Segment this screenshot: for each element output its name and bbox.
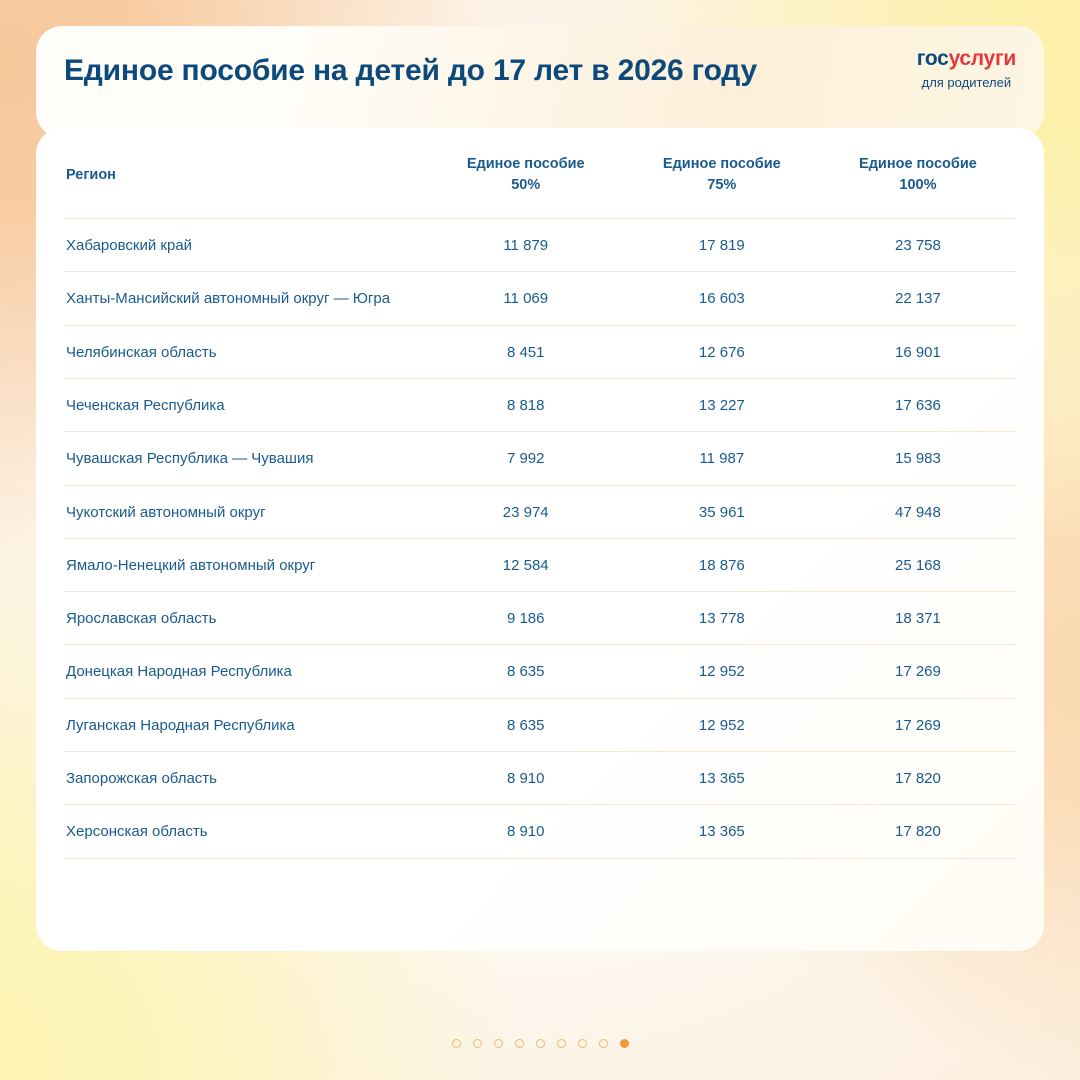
- table-body: [64, 219, 1016, 859]
- table-row: [64, 538, 1016, 591]
- cell-benefit-50: 8 635: [428, 645, 624, 698]
- pagination-dot[interactable]: [536, 1039, 545, 1048]
- column-header-benefit-50: [428, 128, 624, 219]
- benefits-table: [64, 128, 1016, 859]
- cell-benefit-50: 9 186: [428, 592, 624, 645]
- cell-region: Херсонская область: [64, 805, 428, 858]
- cell-region: Чеченская Республика: [64, 378, 428, 431]
- pagination-dots[interactable]: [0, 1039, 1080, 1048]
- cell-benefit-100: 17 820: [820, 752, 1016, 805]
- column-header-benefit-100: [820, 128, 1016, 219]
- cell-benefit-100: 22 137: [820, 272, 1016, 325]
- cell-benefit-75: 18 876: [624, 538, 820, 591]
- cell-region: Донецкая Народная Республика: [64, 645, 428, 698]
- cell-benefit-75: 13 227: [624, 378, 820, 431]
- table-row: [64, 592, 1016, 645]
- logo-subtitle: для родителей: [921, 75, 1012, 90]
- cell-benefit-100: 17 636: [820, 378, 1016, 431]
- cell-benefit-75: 12 676: [624, 325, 820, 378]
- cell-benefit-75: 35 961: [624, 485, 820, 538]
- cell-benefit-50: 8 818: [428, 378, 624, 431]
- table-row: [64, 485, 1016, 538]
- cell-benefit-50: 23 974: [428, 485, 624, 538]
- cell-region: Ярославская область: [64, 592, 428, 645]
- cell-region: Ямало-Ненецкий автономный округ: [64, 538, 428, 591]
- pagination-dot[interactable]: [515, 1039, 524, 1048]
- cell-benefit-75: 16 603: [624, 272, 820, 325]
- cell-benefit-75: 12 952: [624, 645, 820, 698]
- cell-benefit-75: 13 365: [624, 752, 820, 805]
- cell-benefit-100: 47 948: [820, 485, 1016, 538]
- pagination-dot[interactable]: [599, 1039, 608, 1048]
- cell-benefit-50: 8 910: [428, 805, 624, 858]
- cell-benefit-75: 13 778: [624, 592, 820, 645]
- table-row: [64, 272, 1016, 325]
- cell-benefit-75: 13 365: [624, 805, 820, 858]
- table-row: [64, 752, 1016, 805]
- pagination-dot[interactable]: [452, 1039, 461, 1048]
- cell-benefit-50: 8 635: [428, 698, 624, 751]
- table-header: [64, 128, 1016, 219]
- column-header-benefit-75: [624, 128, 820, 219]
- table-header-row: [64, 128, 1016, 219]
- cell-benefit-100: 17 269: [820, 645, 1016, 698]
- logo-wordmark-red-part: услуги: [948, 47, 1016, 70]
- column-header-benefit-75-percent: 75%: [707, 177, 737, 194]
- cell-region: Запорожская область: [64, 752, 428, 805]
- column-header-benefit-100-percent: 100%: [899, 177, 937, 194]
- cell-benefit-50: 7 992: [428, 432, 624, 485]
- cell-benefit-100: 18 371: [820, 592, 1016, 645]
- column-header-benefit-75-label: Единое пособие: [662, 156, 781, 172]
- pagination-dot[interactable]: [557, 1039, 566, 1048]
- column-header-region: [64, 128, 428, 219]
- cell-region: Чукотский автономный округ: [64, 485, 428, 538]
- pagination-dot[interactable]: [473, 1039, 482, 1048]
- table-row: [64, 805, 1016, 858]
- table-row: [64, 698, 1016, 751]
- table-row: [64, 432, 1016, 485]
- gosuslugi-logo: [917, 48, 1016, 89]
- table-row: [64, 325, 1016, 378]
- cell-benefit-50: 12 584: [428, 538, 624, 591]
- pagination-dot[interactable]: [494, 1039, 503, 1048]
- cell-region: Луганская Народная Республика: [64, 698, 428, 751]
- table-card: [36, 128, 1044, 951]
- cell-region: Хабаровский край: [64, 219, 428, 272]
- cell-benefit-50: 11 879: [428, 219, 624, 272]
- cell-benefit-75: 17 819: [624, 219, 820, 272]
- column-header-benefit-50-label: Единое пособие: [466, 156, 585, 172]
- header-card: [36, 26, 1044, 138]
- cell-region: Чувашская Республика — Чувашия: [64, 432, 428, 485]
- cell-region: Челябинская область: [64, 325, 428, 378]
- table-row: [64, 645, 1016, 698]
- column-header-benefit-50-percent: 50%: [511, 177, 541, 194]
- table-row: [64, 219, 1016, 272]
- cell-benefit-100: 17 269: [820, 698, 1016, 751]
- cell-benefit-100: 17 820: [820, 805, 1016, 858]
- cell-benefit-75: 12 952: [624, 698, 820, 751]
- column-header-benefit-100-label: Единое пособие: [859, 156, 977, 172]
- cell-benefit-75: 11 987: [624, 432, 820, 485]
- cell-benefit-50: 8 910: [428, 752, 624, 805]
- page-title: Единое пособие на детей до 17 лет в 2026 году: [64, 54, 757, 87]
- cell-benefit-100: 16 901: [820, 325, 1016, 378]
- column-header-region-label: Регион: [66, 166, 116, 183]
- logo-wordmark-blue-part: гос: [916, 47, 949, 70]
- cell-benefit-100: 15 983: [820, 432, 1016, 485]
- table-row: [64, 378, 1016, 431]
- cell-benefit-50: 8 451: [428, 325, 624, 378]
- cell-benefit-100: 23 758: [820, 219, 1016, 272]
- cell-region: Ханты-Мансийский автономный округ — Югра: [64, 272, 428, 325]
- cell-benefit-100: 25 168: [820, 538, 1016, 591]
- logo-wordmark: [917, 48, 1016, 69]
- cell-benefit-50: 11 069: [428, 272, 624, 325]
- pagination-dot[interactable]: [578, 1039, 587, 1048]
- pagination-dot[interactable]: [620, 1039, 629, 1048]
